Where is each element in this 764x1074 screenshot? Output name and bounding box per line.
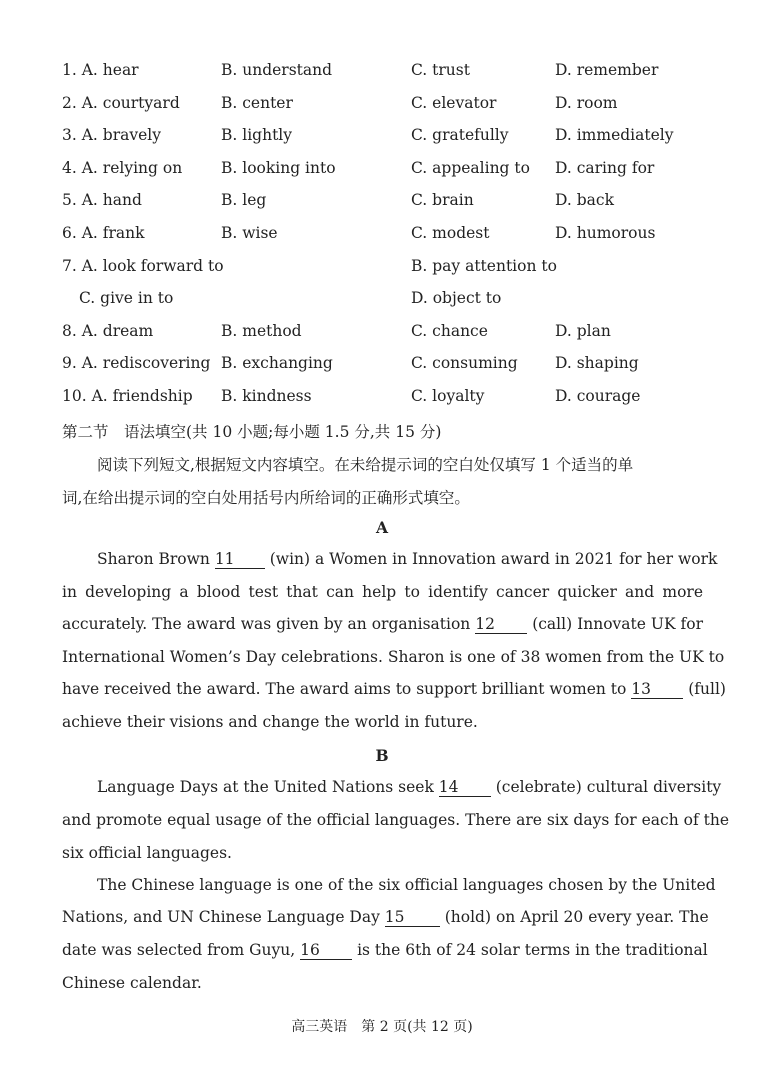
option-b: B. center xyxy=(221,94,293,112)
option-d: D. humorous xyxy=(555,224,656,242)
option-a: 3. A. bravely xyxy=(62,126,161,144)
blank-13: 13 xyxy=(631,681,683,699)
passage-a-line-3: accurately. The award was given by an organisation 12 (call) Innovate UK for xyxy=(62,615,703,633)
passage-b-line-1: Language Days at the United Nations seek 14 (celebrate) cultural diversity xyxy=(97,778,722,796)
option-row-6 xyxy=(0,224,764,246)
option-a: 10. A. friendship xyxy=(62,387,193,405)
option-row-5 xyxy=(0,191,764,213)
instruction-line-2: 词,在给出提示词的空白处用括号内所给词的正确形式填空。 xyxy=(62,489,470,507)
option-a: 7. A. look forward to xyxy=(62,257,224,275)
option-d: D. room xyxy=(555,94,618,112)
option-row-1 xyxy=(0,61,764,83)
blank-11: 11 xyxy=(215,551,265,569)
option-c: C. consuming xyxy=(411,354,518,372)
section-title: 第二节 语法填空(共 10 小题;每小题 1.5 分,共 15 分) xyxy=(62,423,442,441)
option-b: B. kindness xyxy=(221,387,312,405)
passage-a-line-1: Sharon Brown 11 (win) a Women in Innovation award in 2021 for her work xyxy=(97,550,718,568)
passage-a-line-5: have received the award. The award aims to support brilliant women to 13 (full) xyxy=(62,680,726,698)
passage-b-heading: B xyxy=(375,746,389,765)
passage-a-heading: A xyxy=(375,518,389,537)
option-d: D. shaping xyxy=(555,354,639,372)
option-d: D. back xyxy=(555,191,614,209)
option-a: 8. A. dream xyxy=(62,322,154,340)
option-c: C. loyalty xyxy=(411,387,485,405)
option-row-2 xyxy=(0,94,764,116)
option-b: B. understand xyxy=(221,61,333,79)
passage-b-line-7: Chinese calendar. xyxy=(62,974,202,992)
blank-15: 15 xyxy=(385,909,440,927)
option-row-3 xyxy=(0,126,764,148)
option-c: C. give in to xyxy=(79,289,174,307)
option-c: C. appealing to xyxy=(411,159,530,177)
option-c: C. chance xyxy=(411,322,488,340)
option-d: D. remember xyxy=(555,61,659,79)
option-b: B. pay attention to xyxy=(411,257,557,275)
passage-b-line-6: date was selected from Guyu, 16 is the 6th of 24 solar terms in the traditional xyxy=(62,941,708,959)
option-a: 9. A. rediscovering xyxy=(62,354,211,372)
option-row-9 xyxy=(0,354,764,376)
passage-b-line-3: six official languages. xyxy=(62,844,232,862)
option-c: C. gratefully xyxy=(411,126,509,144)
passage-b-line-5: Nations, and UN Chinese Language Day 15 (hold) on April 20 every year. The xyxy=(62,908,709,926)
option-b: B. lightly xyxy=(221,126,293,144)
option-row-8 xyxy=(0,322,764,344)
option-c: C. elevator xyxy=(411,94,497,112)
option-d: D. immediately xyxy=(555,126,674,144)
passage-a-line-6: achieve their visions and change the world in future. xyxy=(62,713,478,731)
option-row-7 xyxy=(0,257,764,279)
page-footer: 高三英语 第 2 页(共 12 页) xyxy=(291,1019,473,1035)
option-d: D. caring for xyxy=(555,159,655,177)
option-d: D. courage xyxy=(555,387,641,405)
passage-b-line-2: and promote equal usage of the official languages. There are six days for each of the xyxy=(62,811,730,829)
option-row-4 xyxy=(0,159,764,181)
option-a: 1. A. hear xyxy=(62,61,139,79)
option-b: B. exchanging xyxy=(221,354,333,372)
passage-b-line-4: The Chinese language is one of the six official languages chosen by the United xyxy=(97,876,716,894)
option-a: 2. A. courtyard xyxy=(62,94,180,112)
option-b: B. wise xyxy=(221,224,278,242)
option-row-7-cont xyxy=(0,289,764,311)
blank-12: 12 xyxy=(475,616,527,634)
option-c: C. trust xyxy=(411,61,470,79)
instruction-line-1: 阅读下列短文,根据短文内容填空。在未给提示词的空白处仅填写 1 个适当的单 xyxy=(97,456,634,474)
option-b: B. leg xyxy=(221,191,267,209)
option-a: 4. A. relying on xyxy=(62,159,183,177)
option-c: C. modest xyxy=(411,224,490,242)
option-b: B. method xyxy=(221,322,302,340)
passage-a-line-2: in developing a blood test that can help to identify cancer quicker and more xyxy=(62,583,703,601)
option-a: 5. A. hand xyxy=(62,191,142,209)
passage-a-line-4: International Women’s Day celebrations. Sharon is one of 38 women from the UK to xyxy=(62,648,725,666)
option-c: C. brain xyxy=(411,191,474,209)
blank-14: 14 xyxy=(439,779,491,797)
option-row-10 xyxy=(0,387,764,409)
option-d: D. plan xyxy=(555,322,611,340)
blank-16: 16 xyxy=(300,942,352,960)
option-d: D. object to xyxy=(411,289,502,307)
option-a: 6. A. frank xyxy=(62,224,145,242)
option-b: B. looking into xyxy=(221,159,336,177)
